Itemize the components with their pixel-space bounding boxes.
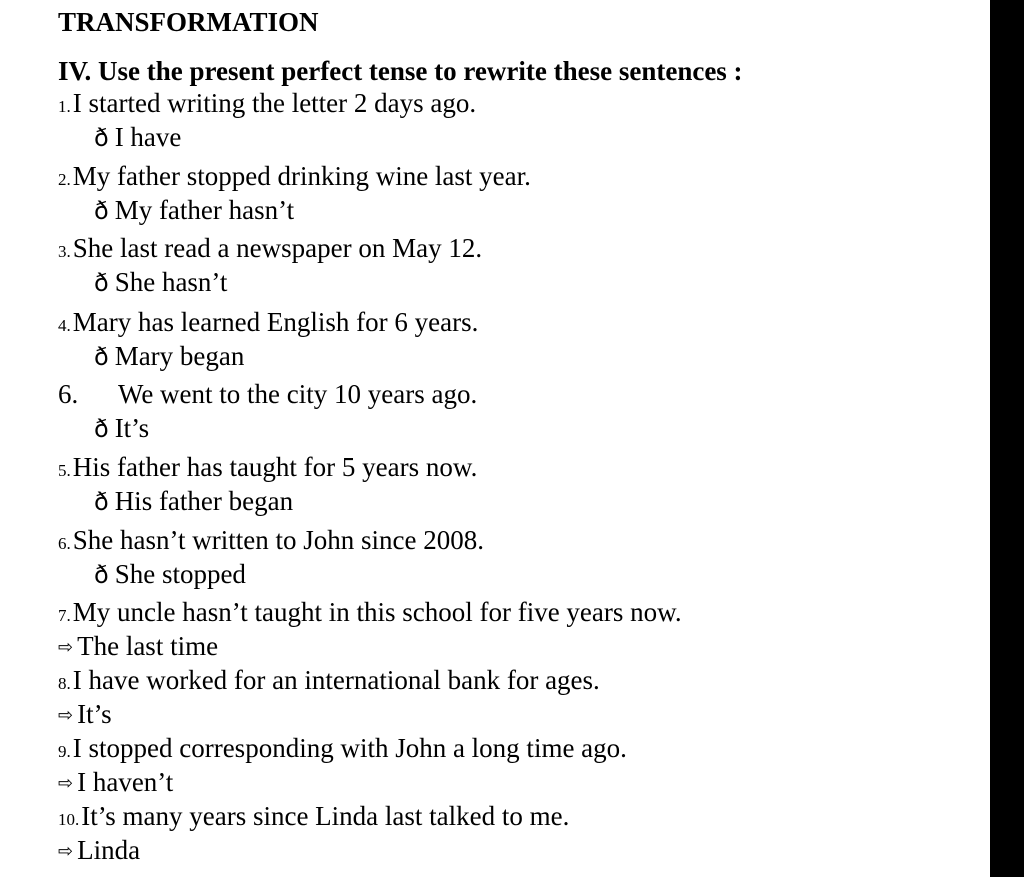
arrow-bullet-icon: ⇨ bbox=[58, 705, 74, 726]
item-sentence: We went to the city 10 years ago. bbox=[118, 379, 478, 409]
item-number: 9. bbox=[58, 742, 71, 761]
answer-start: I have bbox=[114, 122, 182, 152]
item-number: 4. bbox=[58, 316, 71, 335]
answer-prompt bbox=[94, 484, 293, 519]
arrow-bullet-icon: ⇨ bbox=[58, 773, 74, 794]
answer-prompt bbox=[58, 697, 112, 735]
answer-prompt bbox=[94, 265, 227, 300]
exercise-item bbox=[58, 231, 482, 269]
right-edge-bar bbox=[990, 0, 1024, 877]
arrow-bullet-icon: ⇨ bbox=[58, 637, 74, 658]
eth-bullet-icon: ð bbox=[94, 124, 109, 152]
item-sentence: It’s many years since Linda last talked to me. bbox=[81, 801, 570, 831]
answer-prompt bbox=[94, 339, 244, 374]
answer-prompt bbox=[94, 120, 181, 155]
exercise-heading: IV. Use the present perfect tense to rewrite these sentences : bbox=[58, 56, 743, 86]
answer-prompt bbox=[94, 193, 294, 228]
answer-start: It’s bbox=[77, 699, 112, 729]
answer-prompt bbox=[58, 629, 218, 667]
eth-bullet-icon: ð bbox=[94, 415, 109, 443]
item-sentence: She hasn’t written to John since 2008. bbox=[72, 525, 484, 555]
arrow-bullet-icon: ⇨ bbox=[58, 841, 74, 862]
exercise-item bbox=[58, 595, 682, 633]
answer-prompt bbox=[94, 557, 246, 592]
answer-prompt bbox=[58, 833, 140, 871]
answer-start: The last time bbox=[77, 631, 219, 661]
item-number: 6. bbox=[58, 534, 71, 553]
answer-prompt bbox=[94, 411, 149, 446]
item-number: 7. bbox=[58, 606, 71, 625]
item-number: 10. bbox=[58, 810, 80, 829]
item-sentence: My father stopped drinking wine last year. bbox=[72, 161, 531, 191]
item-sentence: I have worked for an international bank for ages. bbox=[72, 665, 600, 695]
eth-bullet-icon: ð bbox=[94, 269, 109, 297]
exercise-item bbox=[58, 663, 600, 701]
exercise-item bbox=[58, 799, 569, 837]
item-number: 5. bbox=[58, 461, 71, 480]
answer-start: She hasn’t bbox=[114, 267, 228, 297]
exercise-item bbox=[58, 377, 477, 411]
item-number: 3. bbox=[58, 242, 71, 261]
item-number: 8. bbox=[58, 674, 71, 693]
exercise-item bbox=[58, 523, 484, 561]
answer-start: Linda bbox=[77, 835, 141, 865]
eth-bullet-icon: ð bbox=[94, 488, 109, 516]
answer-start: Mary began bbox=[114, 341, 245, 371]
item-number: 6. bbox=[58, 379, 79, 409]
exercise-item bbox=[58, 731, 627, 769]
eth-bullet-icon: ð bbox=[94, 197, 109, 225]
exercise-item bbox=[58, 305, 478, 343]
exercise-item bbox=[58, 86, 476, 124]
answer-start: It’s bbox=[114, 413, 150, 443]
answer-prompt bbox=[58, 765, 173, 803]
item-sentence: I stopped corresponding with John a long time ago. bbox=[72, 733, 627, 763]
eth-bullet-icon: ð bbox=[94, 561, 109, 589]
item-sentence: I started writing the letter 2 days ago. bbox=[72, 88, 477, 118]
item-sentence: His father has taught for 5 years now. bbox=[72, 452, 478, 482]
page-title: TRANSFORMATION bbox=[58, 7, 319, 37]
answer-start: My father hasn’t bbox=[114, 195, 295, 225]
answer-start: His father began bbox=[114, 486, 294, 516]
exercise-item bbox=[58, 450, 477, 488]
item-number: 2. bbox=[58, 170, 71, 189]
item-number: 1. bbox=[58, 97, 71, 116]
item-sentence: She last read a newspaper on May 12. bbox=[72, 233, 483, 263]
item-sentence: My uncle hasn’t taught in this school for five years now. bbox=[72, 597, 682, 627]
answer-start: I haven’t bbox=[77, 767, 174, 797]
item-sentence: Mary has learned English for 6 years. bbox=[72, 307, 479, 337]
answer-start: She stopped bbox=[114, 559, 246, 589]
exercise-item bbox=[58, 159, 531, 197]
eth-bullet-icon: ð bbox=[94, 343, 109, 371]
